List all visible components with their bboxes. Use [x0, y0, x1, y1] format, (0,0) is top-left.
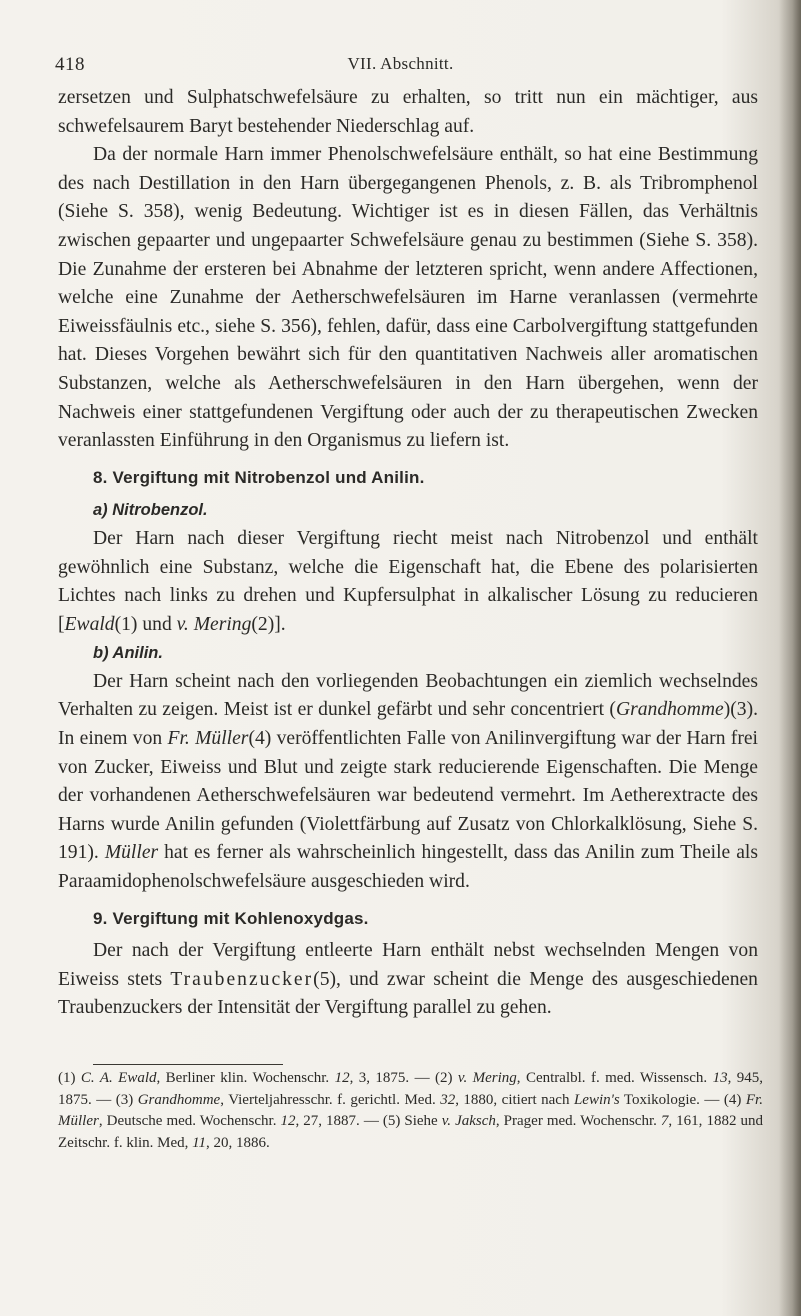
paragraph-kohlenoxyd [58, 937, 758, 1023]
page-number: 418 [55, 54, 85, 75]
footnote-author: v. Mering [457, 1070, 517, 1086]
text-run: Der Harn scheint nach den vorliegenden Beobachtungen ein ziemlich wechselndes Verhalten zu zeigen. Meist ist er dunkel gefärbt und sehr concentriert ( [58, 670, 758, 721]
section-heading-9: 9. Vergiftung mit Kohlenoxydgas. [93, 908, 369, 928]
spaced-term: Traubenzucker [170, 968, 314, 990]
author-grandhomme: Grandhomme [615, 699, 724, 721]
text-run: , 1880, citiert nach [455, 1091, 574, 1108]
body-text [58, 84, 758, 1023]
paragraph-anilin [58, 668, 758, 897]
subheading-nitrobenzol: a) Nitrobenzol. [93, 501, 208, 520]
footnote-author: v. Jaksch [441, 1113, 496, 1129]
paragraph-nitrobenzol [58, 525, 758, 639]
text-run: (1) [58, 1070, 81, 1086]
footnote-author: Grandhomme [137, 1091, 221, 1108]
page-edge-shadow [779, 0, 801, 1316]
text-run: Toxikologie. — (4) [619, 1091, 746, 1108]
text-run: Der Harn nach dieser Vergiftung riecht meist nach Nitrobenzol und enthält gewöhnlich eine Substanz, welche die Eigenschaft hat, die Ebene des polarisierten Lichtes nach links zu drehen und Kupfersulphat in alkalischer Lösung zu reducieren [ [58, 527, 758, 635]
footnote-author: Lewin's [573, 1091, 620, 1108]
section-heading-8: 8. Vergiftung mit Nitrobenzol und Anilin. [93, 467, 425, 487]
footnote-divider [93, 1064, 283, 1065]
text-run: (5), und zwar scheint die Menge des ausgeschiedenen Traubenzuckers der Intensität der Vergiftung parallel zu gehen. [58, 968, 758, 1019]
running-head: VII. Abschnitt. [347, 54, 454, 73]
author-mueller: Müller [104, 842, 159, 864]
volume-number: 7 [660, 1113, 669, 1129]
text-run: , 945, 1875. — (3) [58, 1070, 763, 1108]
paragraph-phenol: Da der normale Harn immer Phenolschwefelsäure enthält, so hat eine Bestimmung des nach Destillation in den Harn übergegangenen Phenols, z. B. als Tribromphenol (Siehe S. 358), wenig Bedeutung. Wichtiger ist es in diesen Fällen, das Verhältnis zwischen gepaarter und ungepaarter Schwefelsäure genau zu bestimmen (Siehe S. 358). Die Zunahme der ersteren bei Abnahme der letzteren spricht, wenn andere Affectionen, welche eine Zunahme der Aetherschwefelsäuren im Harne veranlassen (vermehrte Eiweissfäulnis etc., siehe S. 356), fehlen, dafür, dass eine Carbolvergiftung stattgefunden hat. Dieses Vorgehen bewährt sich für den quantitativen Nachweis aller aromatischen Substanzen, welche als Aetherschwefelsäuren in den Harn übergehen, wenn der Nachweis einer stattgefundenen Vergiftung oder auch der zu therapeutischen Zwecken veranlassten Einführung in den Organismus zu liefern ist. [58, 144, 758, 452]
volume-number: 32 [440, 1091, 456, 1108]
volume-number: 13 [712, 1070, 728, 1086]
volume-number: 12 [334, 1070, 350, 1086]
page-header [0, 54, 801, 84]
author-mueller: Fr. Müller [167, 728, 249, 750]
volume-number: 11 [192, 1134, 207, 1151]
text-run: , 161, 1882 und Zeitschr. f. klin. Med, [58, 1113, 763, 1151]
paragraph-continuation: zersetzen und Sulphatschwefelsäure zu erhalten, so tritt nun ein mächtiger, aus schwefelsaurem Baryt bestehender Niederschlag auf. [58, 87, 758, 137]
text-run: (4) veröffentlichten Falle von Anilinvergiftung war der Harn frei von Zucker, Eiweiss und Blut und zeigte stark reducierende Eigenschaften. Die Menge der vorhandenen Aetherschwefelsäuren war bedeutend vermehrt. Im Aetherextracte des Harns wurde Anilin gefunden (Violettfärbung auf Zusatz von Chlorkalklösung, Siehe S. 191). [58, 728, 758, 864]
text-run: Der nach der Vergiftung entleerte Harn enthält nebst wechselnden Mengen von Eiweiss stets [58, 940, 758, 990]
text-run: (1) und [114, 613, 177, 635]
text-run: , Berliner klin. Wochenschr. [156, 1070, 335, 1086]
text-run: , Prager med. Wochenschr. [495, 1113, 661, 1129]
author-mering: v. Mering [176, 613, 252, 635]
text-run: (2)]. [251, 613, 286, 635]
text-run: , 3, 1875. — (2) [349, 1070, 458, 1086]
subheading-anilin: b) Anilin. [93, 644, 163, 663]
text-run: , 27, 1887. — (5) Siehe [295, 1113, 442, 1129]
text-run: , 20, 1886. [206, 1134, 270, 1151]
footnote-block [58, 1068, 763, 1154]
text-run: hat es ferner als wahrscheinlich hingestellt, dass das Anilin zum Theile als Paraamidophenolschwefelsäure ausgeschieden wird. [58, 842, 758, 893]
text-run: , Centralbl. f. med. Wissensch. [516, 1070, 713, 1086]
footnote-author: Fr. Müller [58, 1091, 763, 1129]
text-run: , Vierteljahresschr. f. gerichtl. Med. [220, 1091, 441, 1108]
text-run: )(3). In einem von [58, 699, 758, 750]
footnotes [58, 1068, 763, 1154]
text-run: , Deutsche med. Wochenschr. [98, 1113, 281, 1129]
footnote-author: C. A. Ewald [80, 1070, 157, 1086]
volume-number: 12 [280, 1113, 296, 1129]
author-ewald: Ewald [64, 613, 115, 635]
